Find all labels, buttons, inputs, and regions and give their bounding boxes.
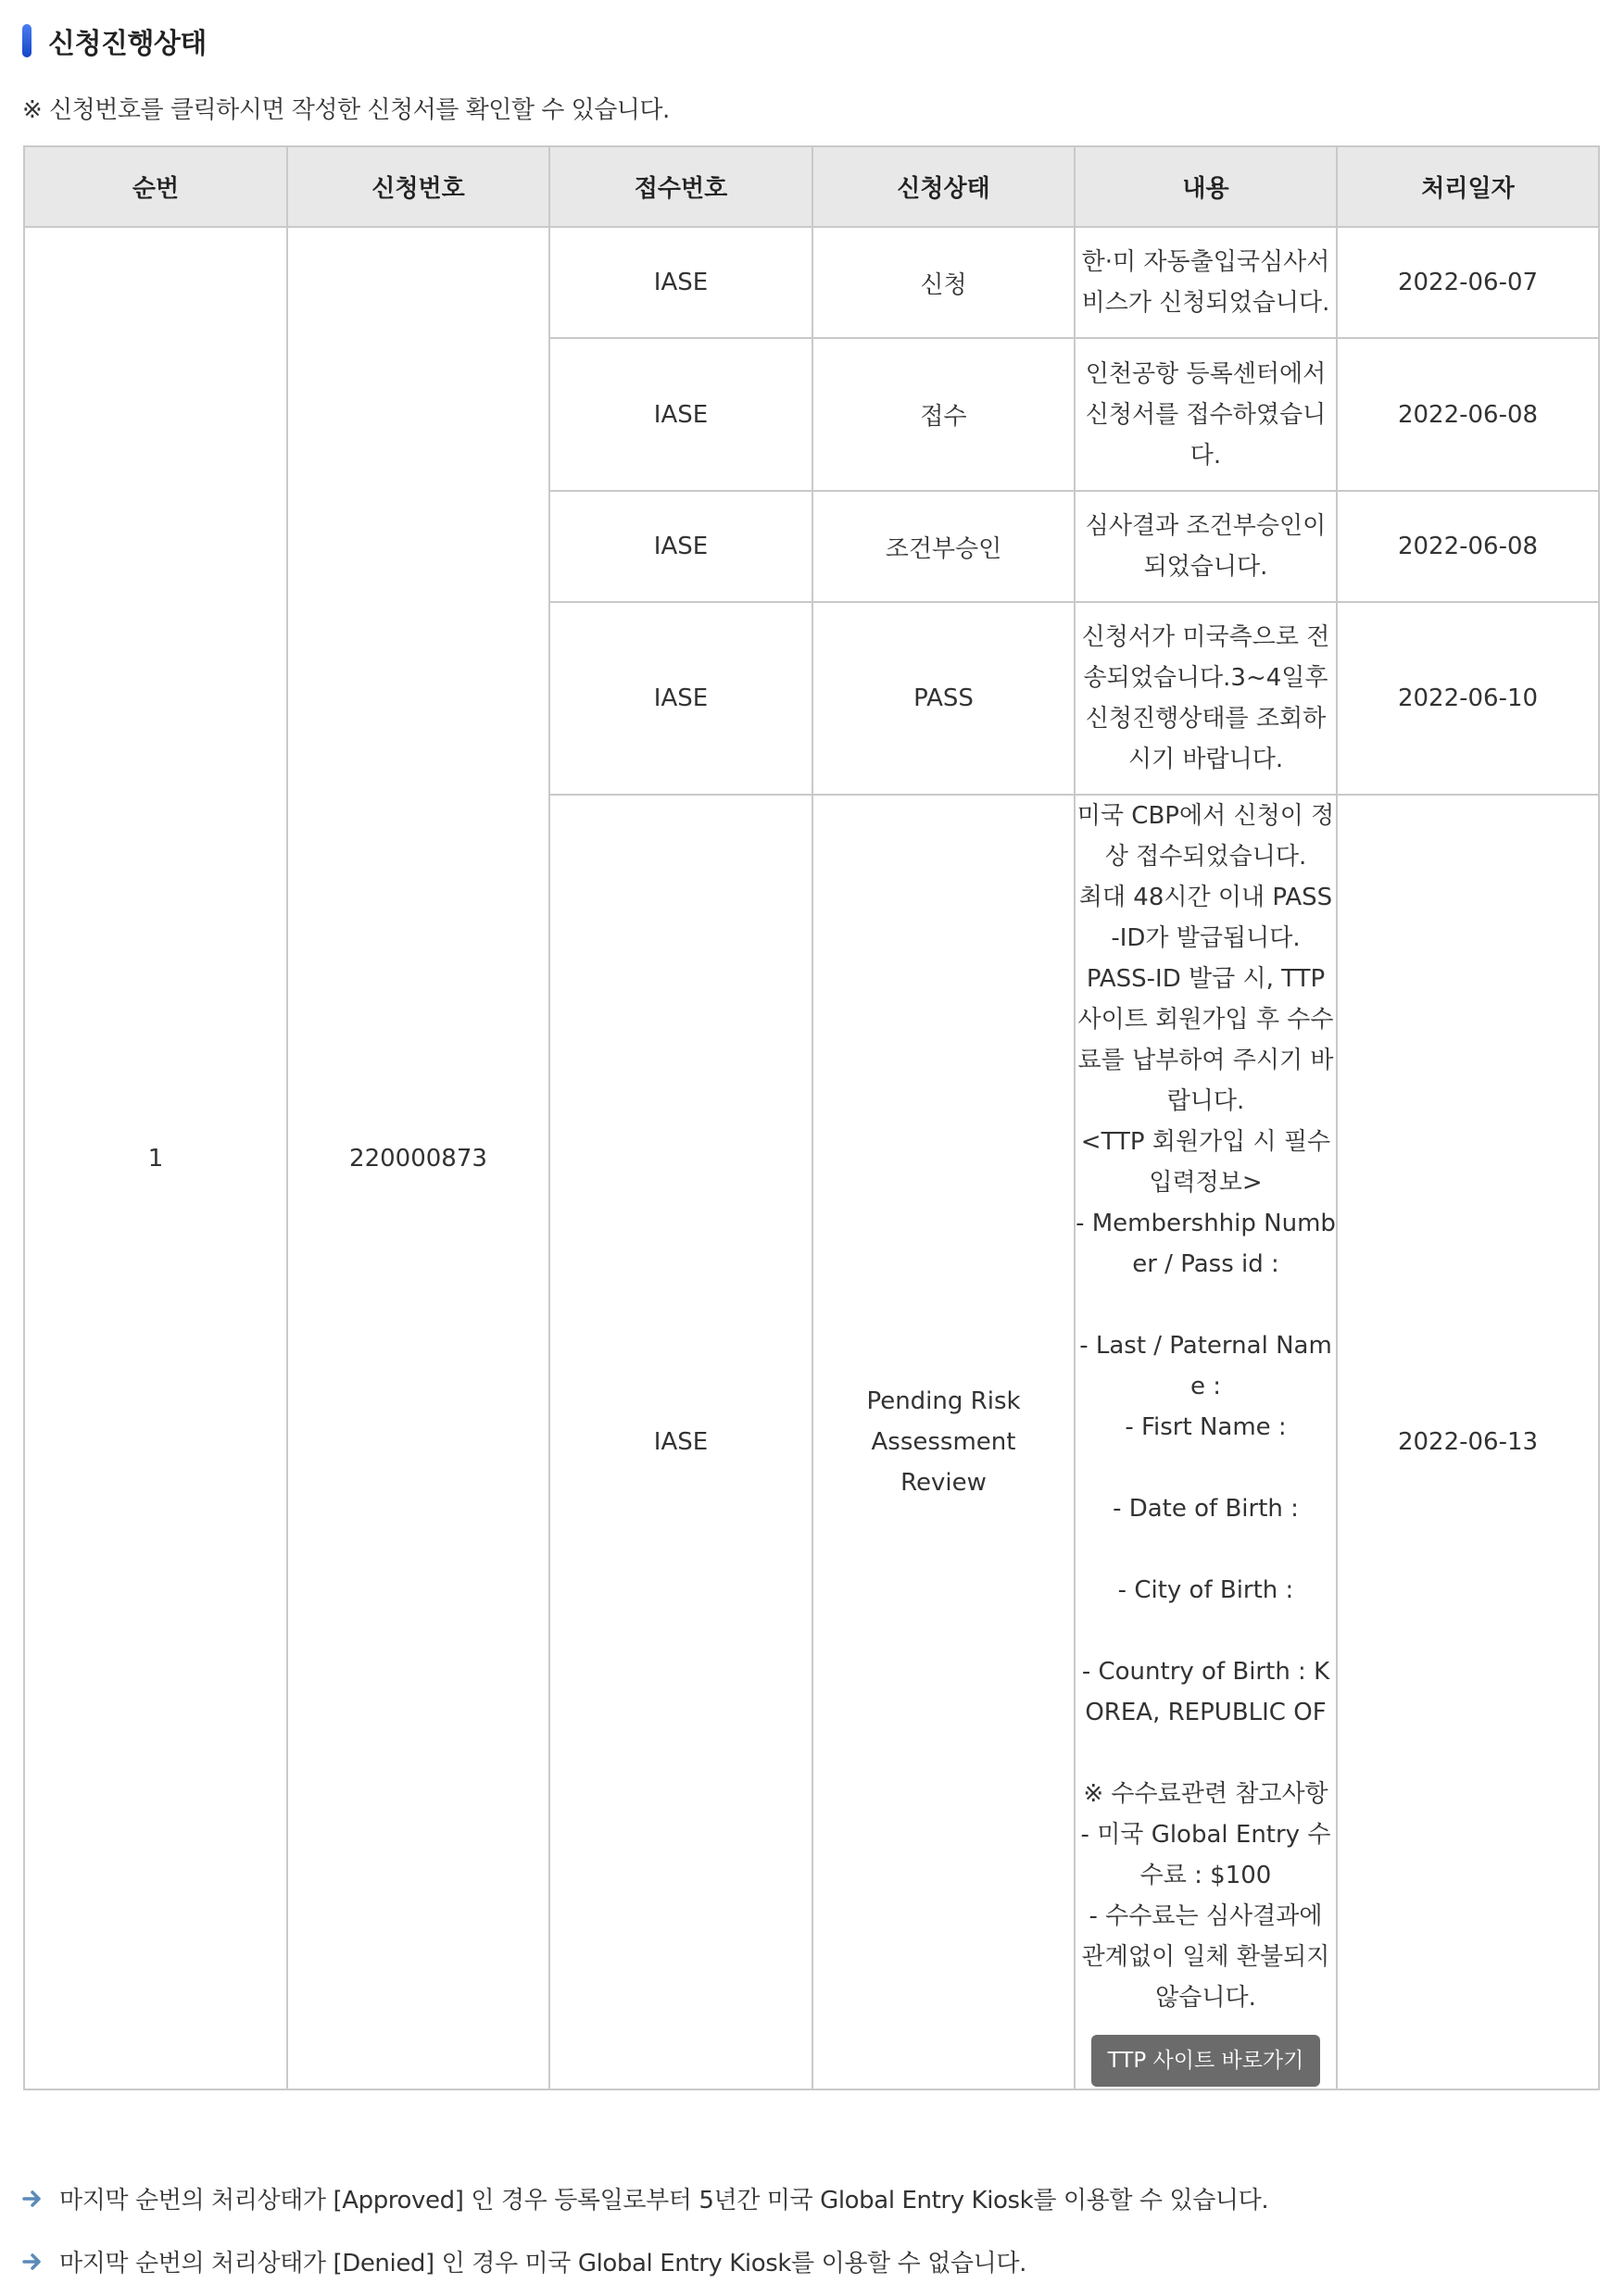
receipt-no-cell: IASE (549, 227, 812, 338)
content-cell (1075, 602, 1337, 795)
status-text: Pending Risk Assessment Review (866, 1387, 1021, 1497)
content-cell (1075, 338, 1337, 491)
table-header-row (24, 146, 1599, 227)
notice-text: ※ 신청번호를 클릭하시면 작성한 신청서를 확인할 수 있습니다. (22, 96, 670, 124)
receipt-no-cell: IASE (549, 338, 812, 491)
header-date: 처리일자 (1337, 146, 1599, 227)
arrow-right-icon (22, 2252, 43, 2272)
content-text: 인천공항 등록센터에서 신청서를 접수하였습니다. (1085, 359, 1327, 470)
header-seq: 순번 (24, 146, 287, 227)
status-cell: 조건부승인 (812, 491, 1075, 602)
header-status: 신청상태 (812, 146, 1075, 227)
status-table (23, 145, 1600, 2090)
receipt-no-cell: IASE (549, 491, 812, 602)
status-cell: 접수 (812, 338, 1075, 491)
status-cell: 신청 (812, 227, 1075, 338)
date-cell: 2022-06-08 (1337, 338, 1599, 491)
content-text: 미국 CBP에서 신청이 정상 접수되었습니다. 최대 48시간 이내 PASS-ID가 발급됩니다. PASS-ID 발급 시, TTP 사이트 회원가입 후 수수료를 납부하여 주시기 바랍니다. <TTP 회원가입 시 필수 입력정보> - Membershhip Number / Pass id : - Last / Paternal Name : - Fisrt Name : - Date of Birth : - City of Birth : - Country of Birth : KOREA, REPUBLIC OF ※ 수수료관련 참고사항 - 미국 Global Entry 수수료 : $100 - 수수료는 심사결과에 관계없이 일체 환불되지 않습니다. (1076, 802, 1336, 2012)
application-no-link[interactable]: 220000873 (287, 227, 549, 2089)
footnote-approved (22, 2181, 1268, 2215)
content-text: 심사결과 조건부승인이 되었습니다. (1085, 512, 1327, 581)
header-application-no: 신청번호 (287, 146, 549, 227)
footnote-text: 마지막 순번의 처리상태가 [Denied] 인 경우 미국 Global Entry Kiosk를 이용할 수 없습니다. (59, 2250, 1026, 2277)
arrow-right-icon (22, 2189, 43, 2209)
header-receipt-no: 접수번호 (549, 146, 812, 227)
footnote-text: 마지막 순번의 처리상태가 [Approved] 인 경우 등록일로부터 5년간 미국 Global Entry Kiosk를 이용할 수 있습니다. (59, 2187, 1269, 2214)
content-cell (1075, 227, 1337, 338)
table-row (24, 227, 1599, 338)
section-header (22, 20, 207, 61)
date-cell: 2022-06-08 (1337, 491, 1599, 602)
footnote-denied (22, 2244, 1026, 2278)
ttp-site-button[interactable]: TTP 사이트 바로가기 (1091, 2035, 1321, 2087)
status-cell: PASS (812, 602, 1075, 795)
content-cell (1075, 491, 1337, 602)
header-content: 내용 (1075, 146, 1337, 227)
date-cell: 2022-06-10 (1337, 602, 1599, 795)
receipt-no-cell: IASE (549, 795, 812, 2089)
content-text: 한·미 자동출입국심사서비스가 신청되었습니다. (1081, 248, 1330, 317)
page-title: 신청진행상태 (48, 28, 207, 60)
date-cell: 2022-06-13 (1337, 795, 1599, 2089)
title-marker-icon (22, 24, 31, 57)
seq-cell: 1 (24, 227, 287, 2089)
content-cell (1075, 795, 1337, 2089)
status-cell (812, 795, 1075, 2089)
receipt-no-cell: IASE (549, 602, 812, 795)
content-text: 신청서가 미국측으로 전송되었습니다.3~4일후 신청진행상태를 조회하시기 바랍니다. (1081, 623, 1330, 773)
date-cell: 2022-06-07 (1337, 227, 1599, 338)
